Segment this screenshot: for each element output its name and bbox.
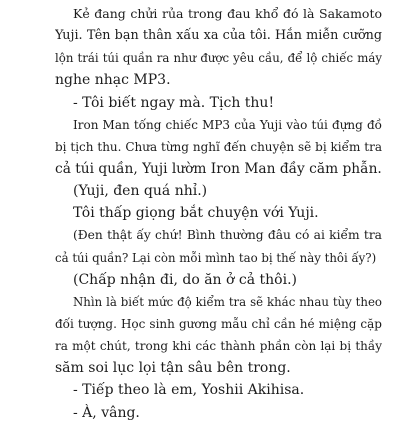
text-line: Tôi thấp giọng bắt chuyện với Yuji. [73,205,319,222]
text-line: ra một chút, trong khi các thành phần còn lại bị thầy [55,339,382,354]
text-line: (Chấp nhận đi, do ăn ở cả thôi.) [73,271,297,288]
text-line: - Tôi biết ngay mà. Tịch thu! [73,94,275,111]
text-line: săm soi lục lọi tận sâu bên trong. [55,360,291,377]
text-line: - À, vâng. [73,404,140,421]
text-line: - Tiếp theo là em, Yoshii Akihisa. [73,382,305,399]
text-line: cả túi quần? Lại còn mỗi mình tao bị thế này thôi ấy?) [55,250,377,265]
text-line: (Yuji, đen quá nhỉ.) [73,183,208,200]
text-line: bị tịch thu. Chưa từng nghĩ đến chuyện sẽ bị kiểm tra [55,139,382,154]
text-line: Nhìn là biết mức độ kiểm tra sẽ khác nhau tùy theo [73,294,382,309]
text-line: cả túi quần, Yuji lườm Iron Man đầy căm phẫn. [55,160,382,177]
text-line: Kẻ đang chửi rủa trong đau khổ đó là Sakamoto [73,6,382,21]
text-line: Iron Man tống chiếc MP3 của Yuji vào túi đựng đồ [73,117,382,132]
text-line: lộn trái túi quần ra như được yêu cầu, để lộ chiếc máy [55,51,382,66]
text-line: Yuji. Tên bạn thân xấu xa của tôi. Hắn miễn cưỡng [55,28,382,44]
text-line: đối tượng. Học sinh gương mẫu chỉ cần hé miệng cặp [55,316,382,331]
text-line: (Đen thật ấy chứ! Bình thường đâu có ai kiểm tra [73,228,382,243]
text-line: nghe nhạc MP3. [55,72,171,89]
